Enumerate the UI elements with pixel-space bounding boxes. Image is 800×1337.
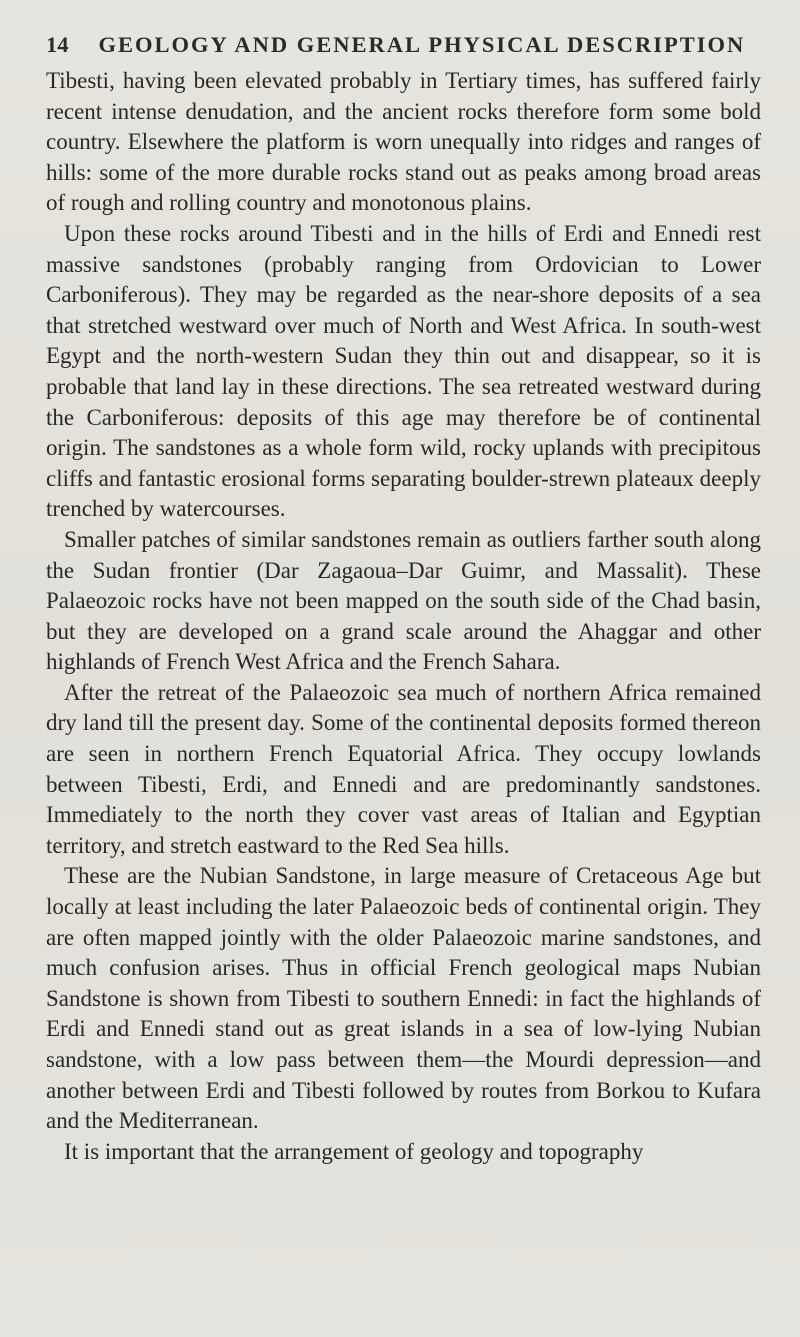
running-head [46, 32, 761, 58]
page-number: 14 [46, 32, 69, 57]
paragraph: It is important that the arrangement of geology and topography [64, 1138, 644, 1164]
running-title: GEOLOGY AND GENERAL PHYSICAL DESCRIPTION [98, 32, 746, 57]
paragraph: Smaller patches of similar sandstones remain as outliers farther south along the Sudan frontier (Dar Zagaoua–Dar Guimr, and Massalit). These Palaeozoic rocks have not been mapped on the south side of the Chad basin, but they are developed on a grand scale around the Ahaggar and other highlands of French West Africa and the French Sahara. [46, 526, 761, 675]
body-text [46, 66, 761, 1167]
paragraph: Tibesti, having been elevated probably in Tertiary times, has suffered fairly recent intense denudation, and the ancient rocks therefore form some bold country. Elsewhere the platform is worn unequally into ridges and ranges of hills: some of the more durable rocks stand out as peaks among broad areas of rough and rolling country and monotonous plains. [46, 68, 761, 216]
paragraph: After the retreat of the Palaeozoic sea much of northern Africa remained dry land till the present day. Some of the continental deposits formed thereon are seen in northern French Equatorial Africa. They occupy lowlands between Tibesti, Erdi, and Ennedi and are predominantly sandstones. Immediately to the north they cover vast areas of Italian and Egyptian territory, and stretch eastward to the Red Sea hills. [46, 679, 761, 858]
paragraph: Upon these rocks around Tibesti and in the hills of Erdi and Ennedi rest massive sandstones (probably ranging from Ordovician to Lower Carboniferous). They may be regarded as the near-shore deposits of a sea that stretched westward over much of North and West Africa. In south-west Egypt and the north-western Sudan they thin out and disappear, so it is probable that land lay in these directions. The sea retreated westward during the Carboniferous: deposits of this age may therefore be of continental origin. The sandstones as a whole form wild, rocky uplands with precipitous cliffs and fantastic erosional forms separating boulder-strewn plateaux deeply trenched by watercourses. [46, 220, 761, 522]
paragraph: These are the Nubian Sandstone, in large measure of Cretaceous Age but locally at least including the later Palaeozoic beds of continental origin. They are often mapped jointly with the older Palaeozoic marine sandstones, and much confusion arises. Thus in official French geological maps Nubian Sandstone is shown from Tibesti to southern Ennedi: in fact the highlands of Erdi and Ennedi stand out as great islands in a sea of low-lying Nubian sandstone, with a low pass between them—the Mourdi depression—and another between Erdi and Tibesti followed by routes from Borkou to Kufara and the Mediterranean. [46, 863, 761, 1134]
